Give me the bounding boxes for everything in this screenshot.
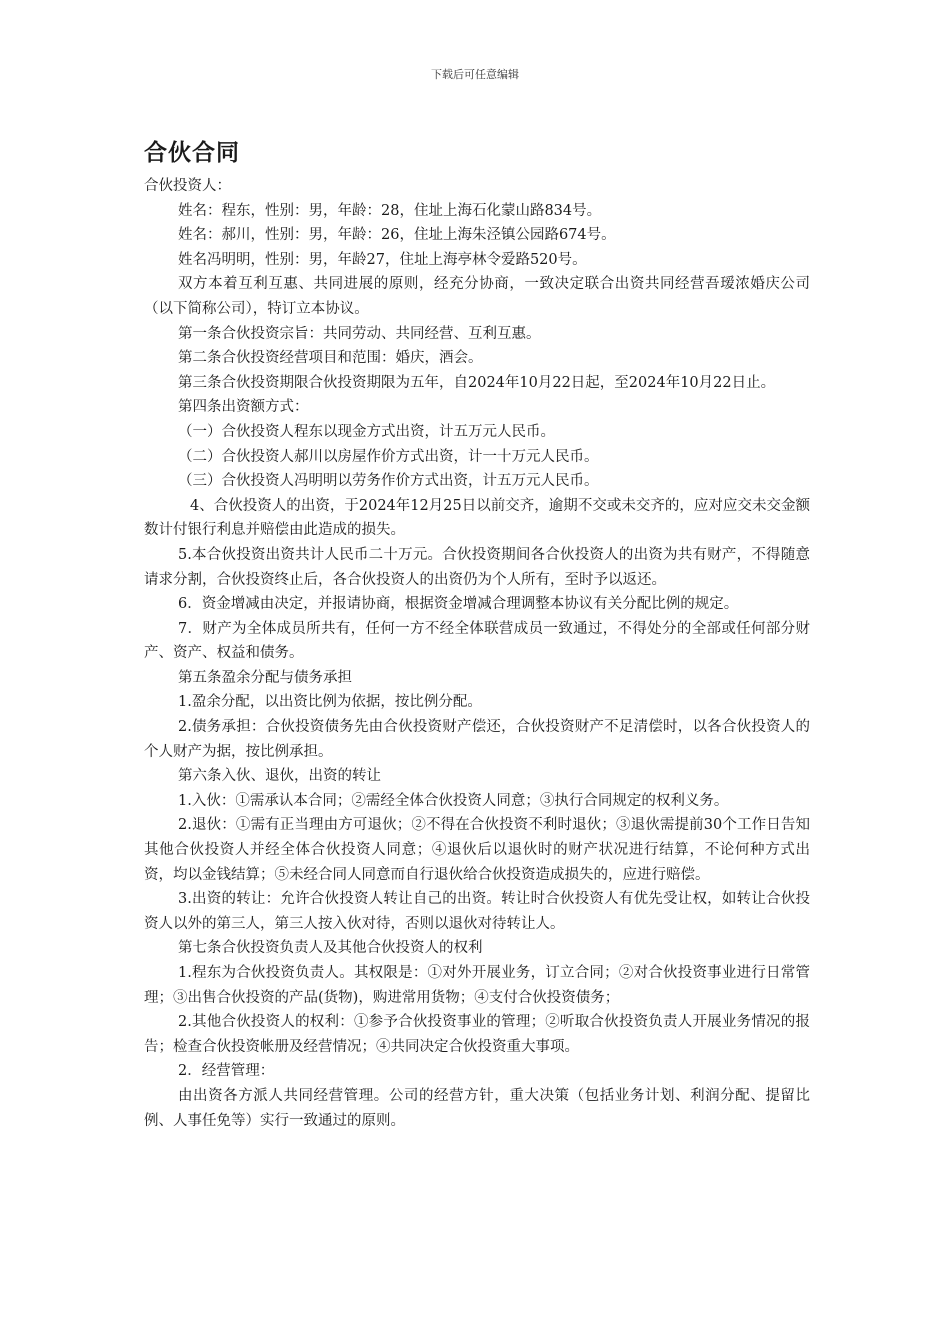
paragraph-preamble: 双方本着互利互惠、共同进展的原则，经充分协商，一致决定联合出资共同经营吾瑷浓婚庆公司（以下简称公司），特订立本协议。: [144, 276, 810, 317]
paragraph-article-5: 第五条盈余分配与债务承担: [178, 669, 352, 686]
paragraph-clause-7: 7．财产为全体成员所共有，任何一方不经全体联营成员一致通过，不得处分的全部或任何部分财产、资产、权益和债务。: [144, 620, 810, 662]
paragraph-manager-rights: 1.程东为合伙投资负责人。其权限是：①对外开展业务，订立合同；②对合伙投资事业进行日常管理；③出售合伙投资的产品(货物)，购进常用货物；④支付合伙投资债务；: [144, 965, 810, 1006]
paragraph-contribution-2: （二）合伙投资人郝川以房屋作价方式出资，计一十万元人民币。: [178, 448, 599, 465]
document-body: [144, 174, 810, 1133]
document-title: 合伙合同: [144, 140, 240, 166]
paragraph-article-4: 第四条出资额方式：: [178, 399, 309, 416]
paragraph-partner-1: 姓名：程东，性别：男，年龄：28，住址上海石化蒙山路834号。: [178, 202, 602, 219]
paragraph-partners-heading: 合伙投资人：: [144, 178, 231, 194]
page-header: 下载后可任意编辑: [431, 68, 519, 81]
paragraph-article-3: 第三条合伙投资期限合伙投资期限为五年，自2024年10月22日起，至2024年10月22日止。: [178, 374, 776, 391]
paragraph-partner-3: 姓名冯明明，性别：男，年龄27，住址上海亭林令爱路520号。: [178, 251, 587, 268]
paragraph-article-2: 第二条合伙投资经营项目和范围：婚庆，酒会。: [178, 350, 483, 367]
paragraph-debt-bearing: 2.债务承担：合伙投资债务先由合伙投资财产偿还，合伙投资财产不足清偿时，以各合伙投资人的个人财产为据，按比例承担。: [144, 719, 810, 760]
paragraph-management-heading: 2．经营管理：: [178, 1063, 275, 1080]
paragraph-management: 由出资各方派人共同经营管理。公司的经营方针，重大决策（包括业务计划、利润分配、提留比例、人事任免等）实行一致通过的原则。: [144, 1087, 810, 1129]
paragraph-article-6: 第六条入伙、退伙，出资的转让: [178, 768, 381, 785]
paragraph-clause-5: 5.本合伙投资出资共计人民币二十万元。合伙投资期间各合伙投资人的出资为共有财产，不得随意请求分割，合伙投资终止后，各合伙投资人的出资仍为个人所有，至时予以返还。: [144, 546, 810, 588]
paragraph-contribution-1: （一）合伙投资人程东以现金方式出资，计五万元人民币。: [178, 423, 555, 440]
paragraph-article-7: 第七条合伙投资负责人及其他合伙投资人的权利: [178, 940, 483, 957]
paragraph-profit-distribution: 1.盈余分配，以出资比例为依据，按比例分配。: [178, 694, 482, 711]
paragraph-article-1: 第一条合伙投资宗旨：共同劳动、共同经营、互利互惠。: [178, 325, 541, 342]
paragraph-clause-4: 4、合伙投资人的出资，于2024年12月25日以前交齐，逾期不交或未交齐的，应对应交未交金额数计付银行利息并赔偿由此造成的损失。: [144, 497, 810, 539]
paragraph-clause-6: 6．资金增减由决定，并报请协商，根据资金增减合理调整本协议有关分配比例的规定。: [178, 596, 739, 613]
paragraph-joining: 1.入伙：①需承认本合同；②需经全体合伙投资人同意；③执行合同规定的权利义务。: [178, 792, 729, 809]
paragraph-partner-2: 姓名：郝川，性别：男，年龄：26，住址上海朱泾镇公园路674号。: [178, 227, 616, 244]
paragraph-other-rights: 2.其他合伙投资人的权利：①参予合伙投资事业的管理；②听取合伙投资负责人开展业务情况的报告；检查合伙投资帐册及经营情况；④共同决定合伙投资重大事项。: [144, 1014, 810, 1055]
paragraph-transfer: 3.出资的转让：允许合伙投资人转让自己的出资。转让时合伙投资人有优先受让权，如转让合伙投资人以外的第三人，第三人按入伙对待，否则以退伙对待转让人。: [144, 891, 810, 932]
paragraph-withdrawal: 2.退伙：①需有正当理由方可退伙；②不得在合伙投资不利时退伙；③退伙需提前30个工作日告知其他合伙投资人并经全体合伙投资人同意；④退伙后以退伙时的财产状况进行结算，不论何种方式出资，均以金钱结算；⑤未经合同人同意而自行退伙给合伙投资造成损失的，应进行赔偿。: [144, 817, 810, 883]
paragraph-contribution-3: （三）合伙投资人冯明明以劳务作价方式出资，计五万元人民币。: [178, 473, 599, 490]
